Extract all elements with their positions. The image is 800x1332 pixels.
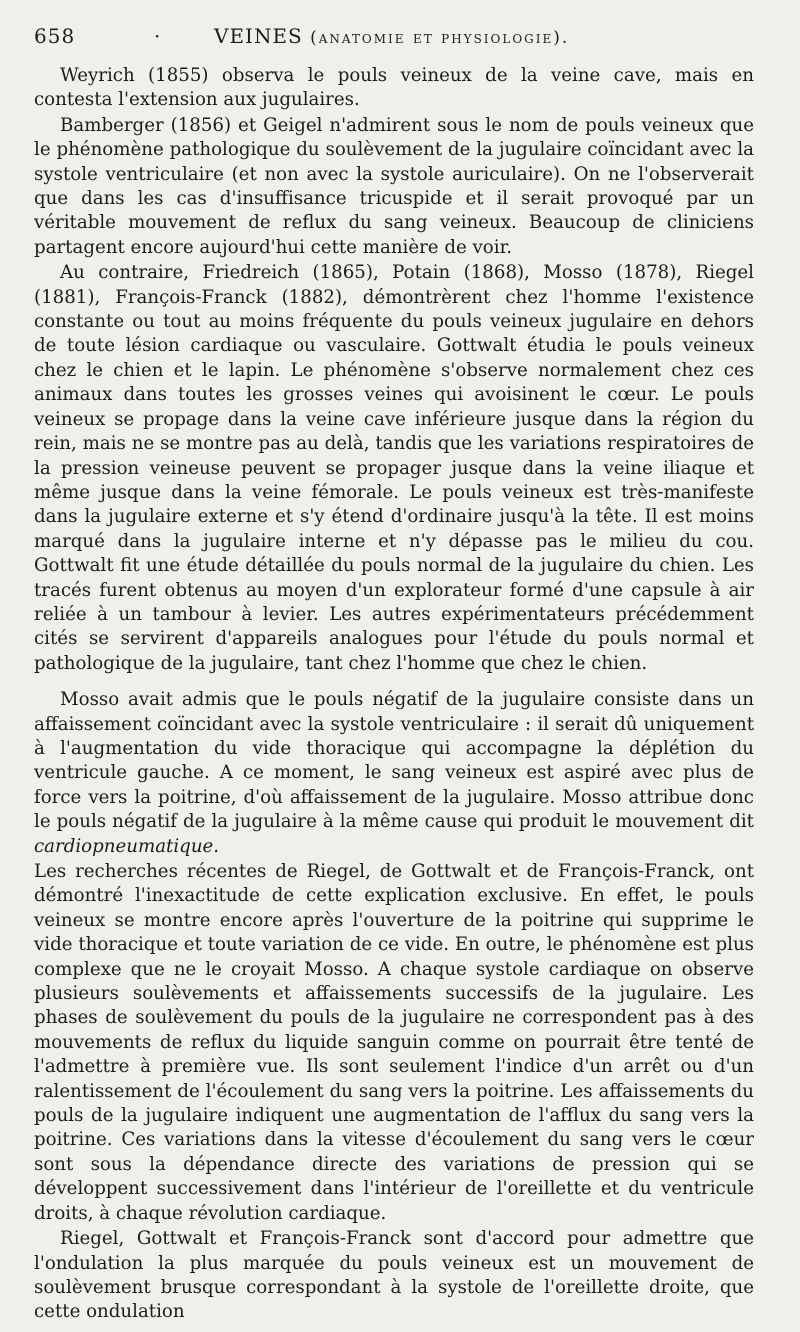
paragraph-text: Mosso avait admis que le pouls négatif de la jugulaire consiste dans un affaissement coïncidant avec la systole ventriculaire : il serait dû uniquement à l'augmentation du vide thoracique qui accompagne la déplétion du ventricule gauche. A ce moment, le sang veineux est aspiré avec plus de force vers la poitrine, d'où affaissement de la jugulaire. Mosso attribue donc le pouls négatif de la jugulaire à la même cause qui produit le mouvement dit [34, 689, 754, 833]
running-title [214, 24, 754, 48]
header-separator: · [154, 24, 162, 48]
running-title-main: VEINES [214, 24, 303, 48]
paragraph: Weyrich (1855) observa le pouls veineux de la veine cave, mais en contesta l'extension aux jugulaires. [34, 65, 754, 111]
paragraph [34, 688, 754, 859]
paragraph: Riegel, Gottwalt et François-Franck sont d'accord pour admettre que l'ondulation la plus marquée du pouls veineux est un mouvement de soulèvement brusque correspondant à la systole de l'oreillette droite, que cette ondulation [34, 1228, 754, 1323]
italic-term: cardiopneumatique. [34, 835, 220, 857]
running-title-subtitle: (anatomie et physiologie). [310, 28, 570, 48]
paragraph: Au contraire, Friedreich (1865), Potain (1868), Mosso (1878), Riegel (1881), François-Franck (1882), démontrèrent chez l'homme l'existence constante ou tout au moins fréquente du pouls veineux jugulaire en dehors de toute lésion cardiaque ou vasculaire. Gottwalt étudia le pouls veineux chez le chien et le lapin. Le phénomène s'observe normalement chez ces animaux dans toutes les grosses veines qui avoisinent le cœur. Le pouls veineux se propage dans la veine cave inférieure jusque dans la région du rein, mais ne se montre pas au delà, tandis que les variations respiratoires de la pression veineuse peuvent se propager jusque dans la veine iliaque et même jusque dans la veine fémorale. Le pouls veineux est très-manifeste dans la jugulaire externe et s'y étend d'ordinaire jusqu'à la tête. Il est moins marqué dans la jugulaire interne et n'y dépasse pas le milieu du cou. Gottwalt fit une étude détaillée du pouls normal de la jugulaire du chien. Les tracés furent obtenus au moyen d'un explorateur formé d'une capsule à air reliée à un tambour à levier. Les autres expérimentateurs précédemment cités se servirent d'appareils analogues pour l'étude du pouls normal et pathologique de la jugulaire, tant chez l'homme que chez le chien. [34, 262, 754, 674]
paragraph: Bamberger (1856) et Geigel n'admirent sous le nom de pouls veineux que le phénomène pathologique du soulèvement de la jugulaire coïncidant avec la systole ventriculaire (et non avec la systole auriculaire). On ne l'observerait que dans les cas d'insuffisance tricuspide et il serait provoqué par un véritable mouvement de reflux du sang veineux. Beaucoup de cliniciens partagent encore aujourd'hui cette manière de voir. [34, 114, 754, 258]
page-number: 658 [34, 24, 76, 48]
body-text [34, 64, 754, 1325]
paragraph: Les recherches récentes de Riegel, de Gottwalt et de François-Franck, ont démontré l'inexactitude de cette explication exclusive. En effet, le pouls veineux se montre encore après l'ouverture de la poitrine qui supprime le vide thoracique et toute variation de ce vide. En outre, le phénomène est plus complexe que ne le croyait Mosso. A chaque systole cardiaque on observe plusieurs soulèvements et affaissements successifs de la jugulaire. Les phases de soulèvement du pouls de la jugulaire ne correspondent pas à des mouvements de reflux du liquide sanguin comme on pourrait être tenté de l'admettre à première vue. Ils sont seulement l'indice d'un arrêt ou d'un ralentissement de l'écoulement du sang vers la poitrine. Les affaissements du pouls de la jugulaire indiquent une augmentation de l'afflux du sang vers la poitrine. Ces variations dans la vitesse d'écoulement du sang vers le cœur sont sous la dépendance directe des variations de pression qui se développent successivement dans l'intérieur de l'oreillette et du ventricule droits, à chaque révolution cardiaque. [34, 861, 754, 1224]
running-header [34, 24, 754, 64]
